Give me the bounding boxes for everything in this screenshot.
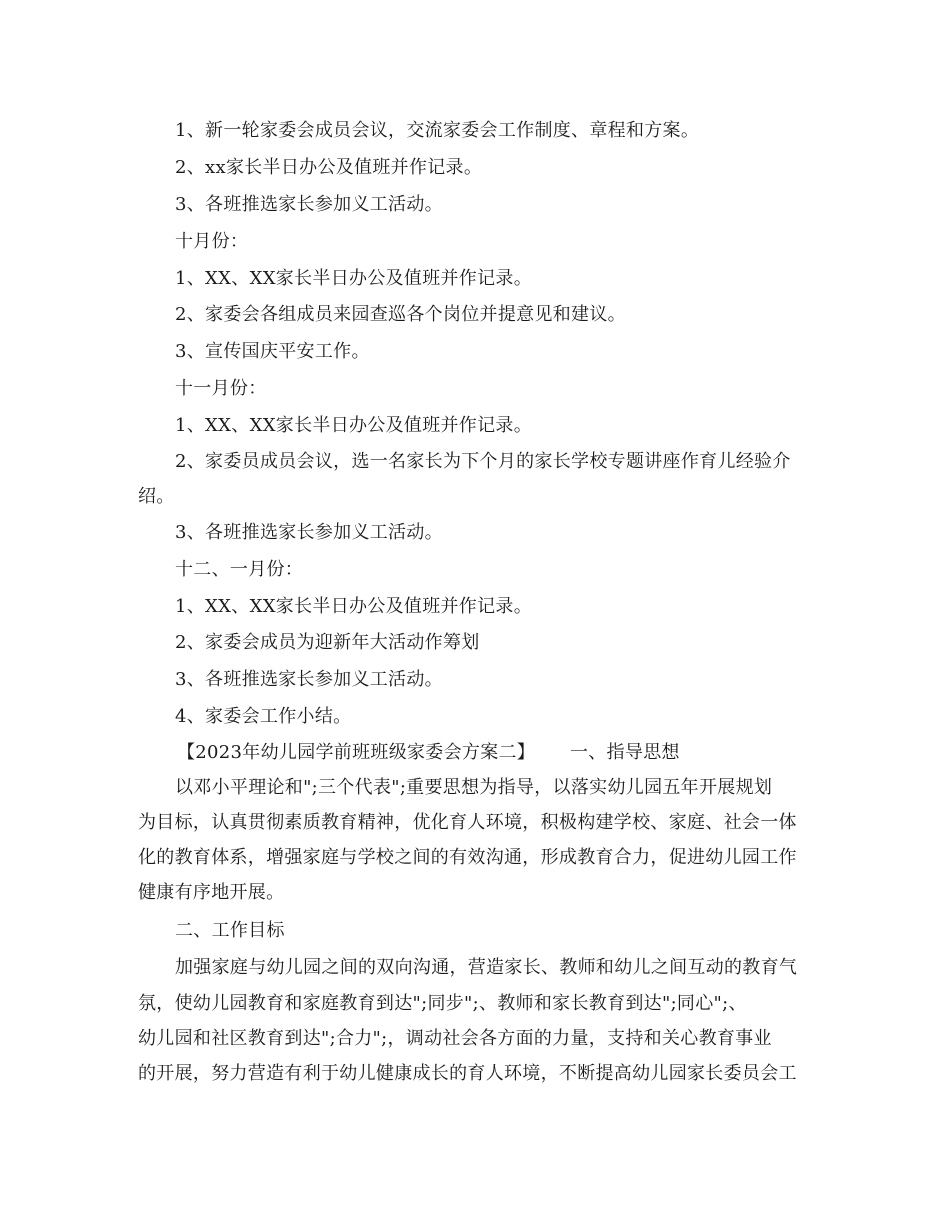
plan-item: 3、各班推选家长参加义工活动。	[175, 669, 443, 690]
plan-item: 1、XX、XX家长半日办公及值班并作记录。	[175, 415, 533, 436]
paragraph-line: 幼儿园和社区教育到达";合力";，调动社会各方面的力量，支持和关心教育事业	[138, 1028, 772, 1049]
section-heading-work-goals: 二、工作目标	[175, 920, 285, 941]
plan-item: 2、家委会各组成员来园查巡各个岗位并提意见和建议。	[175, 304, 626, 325]
plan-item: 4、家委会工作小结。	[175, 706, 352, 727]
paragraph-line: 的开展，努力营造有利于幼儿健康成长的育人环境，不断提高幼儿园家长委员会工	[138, 1063, 797, 1084]
paragraph-line: 氛，使幼儿园教育和家庭教育到达";同步";、教师和家长教育到达";同心";、	[138, 993, 747, 1014]
plan-item: 1、XX、XX家长半日办公及值班并作记录。	[175, 268, 533, 289]
month-heading: 十月份：	[175, 231, 249, 252]
plan-item: 1、XX、XX家长半日办公及值班并作记录。	[175, 596, 533, 617]
section-heading-guiding-ideology: 一、指导思想	[570, 742, 680, 763]
plan-item-continuation: 绍。	[138, 486, 175, 507]
plan-item: 3、宣传国庆平安工作。	[175, 341, 370, 362]
paragraph-line: 加强家庭与幼儿园之间的双向沟通，营造家长、教师和幼儿之间互动的教育气	[175, 957, 798, 978]
section-title: 【2023年幼儿园学前班班级家委会方案二】	[177, 742, 536, 763]
plan-item: 3、各班推选家长参加义工活动。	[175, 522, 443, 543]
plan-item: 2、xx家长半日办公及值班并作记录。	[175, 157, 483, 178]
paragraph-line: 化的教育体系，增强家庭与学校之间的有效沟通，形成教育合力，促进幼儿园工作	[138, 847, 797, 868]
plan-item: 1、新一轮家委会成员会议，交流家委会工作制度、章程和方案。	[175, 120, 700, 141]
paragraph-line: 为目标，认真贯彻素质教育精神，优化育人环境，积极构建学校、家庭、社会一体	[138, 812, 797, 833]
section-title-row	[177, 741, 877, 765]
paragraph-line: 健康有序地开展。	[138, 882, 285, 903]
plan-item: 3、各班推选家长参加义工活动。	[175, 194, 443, 215]
month-heading: 十一月份：	[175, 378, 267, 399]
plan-item: 2、家委会成员为迎新年大活动作筹划	[175, 632, 480, 653]
month-heading: 十二、一月份：	[175, 559, 304, 580]
plan-item: 2、家委员成员会议，选一名家长为下个月的家长学校专题讲座作育儿经验介	[175, 451, 791, 472]
paragraph-line: 以邓小平理论和";三个代表";重要思想为指导，以落实幼儿园五年开展规划	[175, 777, 773, 798]
